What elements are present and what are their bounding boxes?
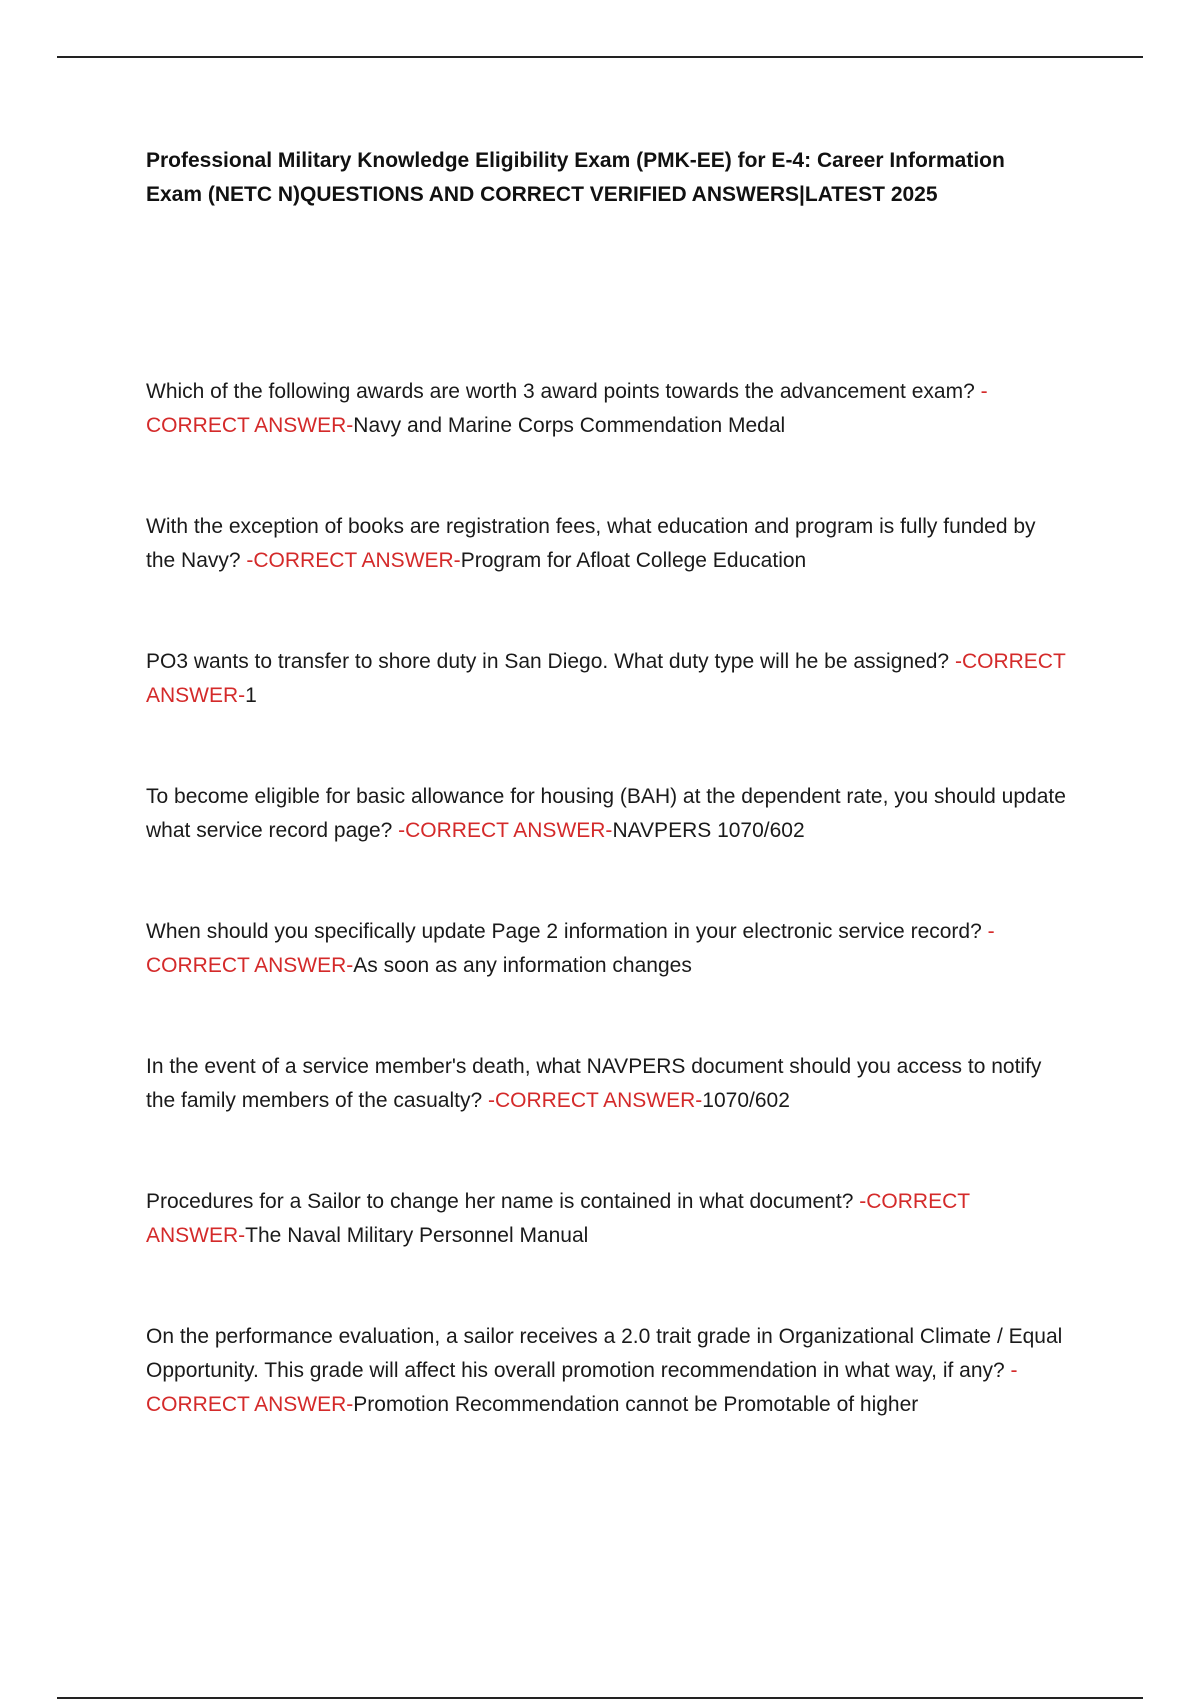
answer-marker: -CORRECT ANSWER- <box>487 1089 703 1112</box>
question-text: With the exception of books are registration fees, what education and program is fully funded by the Navy? <box>146 515 1036 572</box>
qa-item-7 <box>146 1185 1066 1253</box>
qa-item-4 <box>146 780 1066 848</box>
document-title: Professional Military Knowledge Eligibility Exam (PMK-EE) for E-4: Career Information Exam (NETC N)QUESTIONS AND CORRECT VERIFIED ANSWERS|LATEST 2025 <box>146 149 1005 206</box>
answer-marker: -CORRECT ANSWER- <box>398 819 613 842</box>
document-body <box>146 144 1066 1422</box>
qa-item-6 <box>146 1050 1066 1118</box>
answer-marker: -CORRECT ANSWER- <box>146 1190 970 1247</box>
question-text: Which of the following awards are worth 3 award points towards the advancement exam? <box>146 380 981 403</box>
answer-text: Program for Afloat College Education <box>460 549 807 572</box>
question-text: On the performance evaluation, a sailor receives a 2.0 trait grade in Organizational Climate / Equal Opportunity. This grade will affect his overall promotion recommendation in what way, if any? <box>146 1325 1063 1382</box>
answer-marker: -CORRECT ANSWER- <box>146 380 988 437</box>
answer-marker: -CORRECT ANSWER- <box>246 549 461 572</box>
question-text: When should you specifically update Page 2 information in your electronic service record? <box>146 920 988 943</box>
answer-text: 1 <box>245 684 257 707</box>
qa-list <box>146 375 1066 1422</box>
question-text: PO3 wants to transfer to shore duty in San Diego. What duty type will he be assigned? <box>146 650 955 673</box>
question-text: To become eligible for basic allowance for housing (BAH) at the dependent rate, you should update what service record page? <box>146 785 1066 842</box>
qa-item-5 <box>146 915 1066 983</box>
answer-text: 1070/602 <box>702 1089 790 1112</box>
bottom-rule <box>57 1697 1143 1699</box>
answer-text: As soon as any information changes <box>353 954 692 977</box>
answer-text: NAVPERS 1070/602 <box>612 819 805 842</box>
qa-item-1 <box>146 375 1066 443</box>
question-text: In the event of a service member's death, what NAVPERS document should you access to notify the family members of the casualty? <box>146 1055 1042 1112</box>
qa-item-8 <box>146 1320 1066 1422</box>
top-rule <box>57 56 1143 58</box>
answer-marker: -CORRECT ANSWER- <box>146 920 995 977</box>
answer-marker: -CORRECT ANSWER- <box>146 1359 1018 1416</box>
answer-text: Navy and Marine Corps Commendation Medal <box>353 414 786 437</box>
answer-marker: -CORRECT ANSWER- <box>146 650 1066 707</box>
question-text: Procedures for a Sailor to change her name is contained in what document? <box>146 1190 860 1213</box>
answer-text: The Naval Military Personnel Manual <box>245 1224 589 1247</box>
qa-item-3 <box>146 645 1066 713</box>
qa-item-2 <box>146 510 1066 578</box>
answer-text: Promotion Recommendation cannot be Promotable of higher <box>353 1393 919 1416</box>
